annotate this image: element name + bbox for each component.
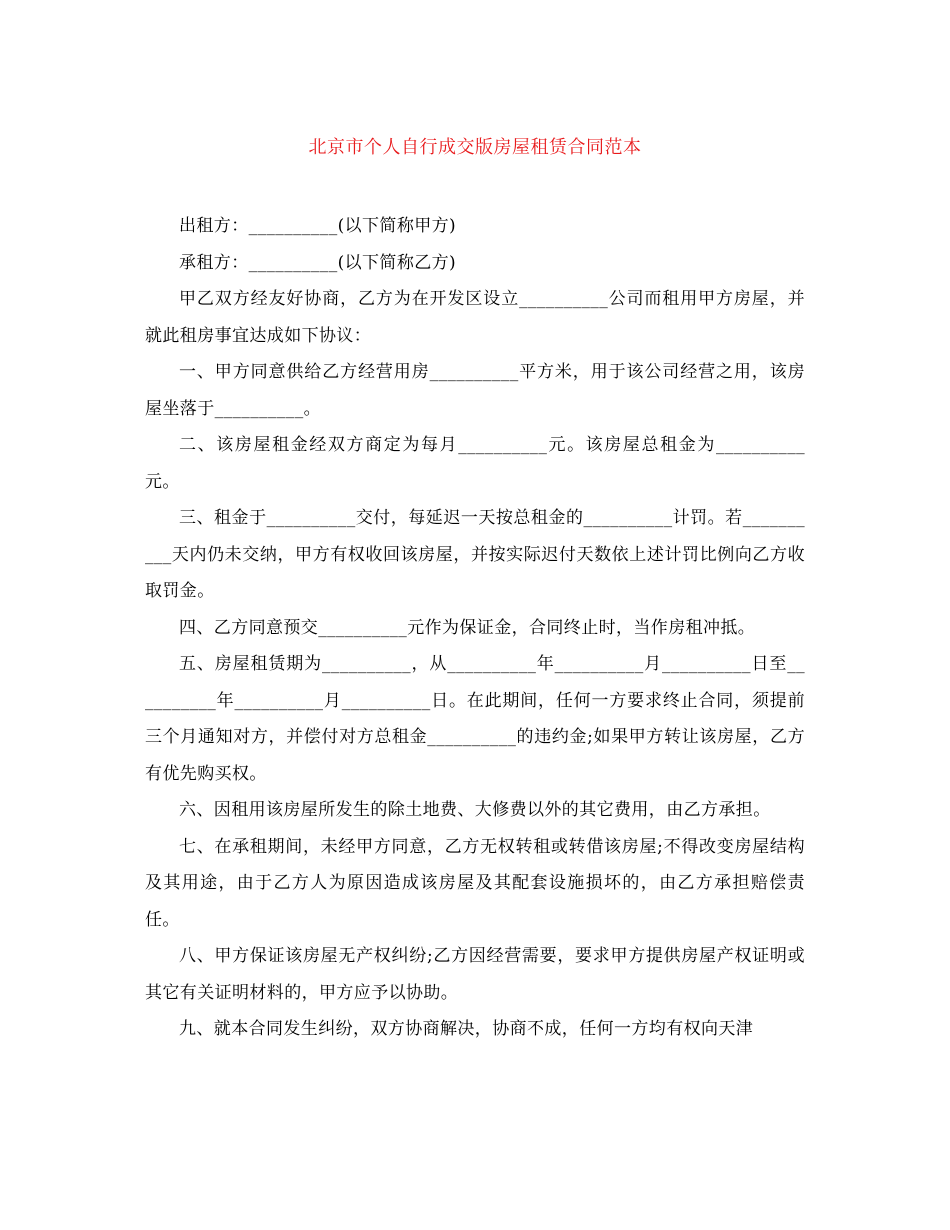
contract-body — [145, 208, 805, 1048]
clause-preamble: 甲乙双方经友好协商，乙方为在开发区设立__________公司而租用甲方房屋，并就此租房事宜达成如下协议： — [145, 289, 805, 346]
clause-5: 五、房屋租赁期为__________，从__________年__________月__________日至__________年__________月__________日。在此期间，任何一方要求终止合同，须提前三个月通知对方，并偿付对方总租金__________的违约金;如果甲方转让该房屋，乙方有优先购买权。 — [145, 654, 805, 784]
clause-lessor: 出租方：__________(以下简称甲方) — [179, 216, 457, 236]
clause-4: 四、乙方同意预交__________元作为保证金，合同终止时，当作房租冲抵。 — [179, 617, 756, 638]
clause-3: 三、租金于__________交付，每延迟一天按总租金的__________计罚。若__________天内仍未交纳，甲方有权收回该房屋，并按实际迟付天数依上述计罚比例向乙方收取罚金。 — [145, 508, 805, 601]
clause-lessee: 承租方：__________(以下简称乙方) — [179, 252, 457, 273]
document-title: 北京市个人自行成交版房屋租赁合同范本 — [308, 137, 642, 158]
clause-9: 九、就本合同发生纠纷，双方协商解决，协商不成，任何一方均有权向天津 — [179, 1019, 754, 1039]
clause-6: 六、因租用该房屋所发生的除土地费、大修费以外的其它费用，由乙方承担。 — [179, 800, 771, 820]
clause-2: 二、该房屋租金经双方商定为每月__________元。该房屋总租金为__________元。 — [145, 435, 805, 492]
clause-1: 一、甲方同意供给乙方经营用房__________平方米，用于该公司经营之用，该房屋坐落于__________。 — [145, 362, 805, 419]
clause-8: 八、甲方保证该房屋无产权纠纷;乙方因经营需要，要求甲方提供房屋产权证明或其它有关证明材料的，甲方应予以协助。 — [145, 946, 805, 1003]
clause-7: 七、在承租期间，未经甲方同意，乙方无权转租或转借该房屋;不得改变房屋结构及其用途，由于乙方人为原因造成该房屋及其配套设施损坏的，由乙方承担赔偿责任。 — [145, 836, 805, 930]
